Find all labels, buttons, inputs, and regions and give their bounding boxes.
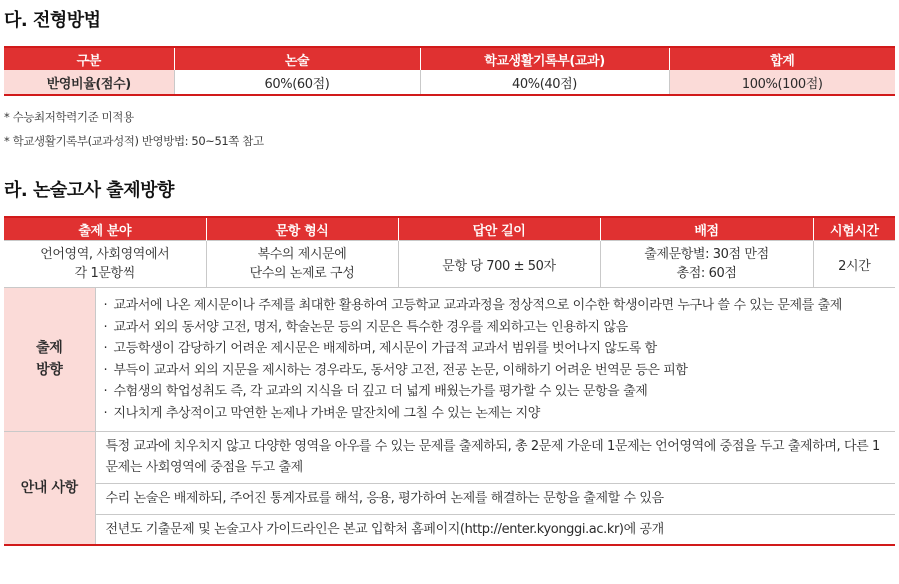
direction-label-line-1: 출제 [36, 340, 63, 357]
total-ratio: 100%(100점) [669, 70, 895, 95]
table-header-row [4, 47, 895, 70]
direction-item: · 교과서에 나온 제시문이나 주제를 최대한 활용하여 고등학교 교과과정을 정상적으로 이수한 학생이라면 누구나 쓸 수 있는 문제를 출제 [104, 295, 890, 317]
guide-item: 특정 교과에 치우치지 않고 다양한 영역을 아우를 수 있는 문제를 출제하되, 총 2문제 가운데 1문제는 언어영역에 중점을 두고 출제하며, 다른 1문제는 사회영역에 중점을 두고 출제 [95, 431, 895, 483]
field-line-2: 각 1문항씩 [74, 266, 135, 281]
score-line-2: 총점: 60점 [676, 266, 737, 281]
direction-item: · 부득이 교과서 외의 지문을 제시하는 경우라도, 동서양 고전, 전공 논문, 이해하기 어려운 번역문 등은 피함 [104, 360, 890, 382]
score-cell [600, 241, 813, 288]
header-school-record: 학교생활기록부(교과) [420, 47, 669, 70]
table-row [4, 70, 895, 95]
header-score: 배점 [600, 217, 813, 241]
ratio-label: 반영비율(점수) [4, 70, 174, 95]
direction-item: · 교과서 외의 동서양 고전, 명저, 학술논문 등의 지문은 특수한 경우를 제외하고는 인용하지 않음 [104, 317, 890, 339]
format-line-1: 복수의 제시문에 [257, 247, 347, 262]
header-total: 합계 [669, 47, 895, 70]
field-line-1: 언어영역, 사회영역에서 [40, 247, 170, 262]
header-field: 출제 분야 [4, 217, 206, 241]
field-cell [4, 241, 206, 288]
guide-item: 수리 논술은 배제하되, 주어진 통계자료를 해석, 응용, 평가하여 논제를 해결하는 문항을 출제할 수 있음 [95, 483, 895, 514]
selection-method-table [4, 46, 895, 96]
direction-content [95, 288, 895, 432]
section-title-ra: 라. 논술고사 출제방향 [4, 180, 174, 201]
guide-label: 안내 사항 [4, 431, 95, 545]
direction-label-line-2: 방향 [36, 362, 63, 379]
header-format: 문항 형식 [206, 217, 398, 241]
guide-item: 전년도 기출문제 및 논술고사 가이드라인은 본교 입학처 홈페이지(http://enter.kyonggi.ac.kr)에 공개 [95, 514, 895, 545]
score-line-1: 출제문항별: 30점 만점 [644, 247, 769, 262]
length-cell: 문항 당 700 ± 50자 [398, 241, 600, 288]
header-category: 구분 [4, 47, 174, 70]
format-line-2: 단수의 논제로 구성 [249, 266, 355, 281]
direction-item: · 고등학생이 감당하기 어려운 제시문은 배제하며, 제시문이 가급적 교과서 범위를 벗어나지 않도록 함 [104, 338, 890, 360]
note-csat: * 수능최저학력기준 미적용 [4, 110, 134, 124]
section-title-da: 다. 전형방법 [4, 10, 101, 31]
time-cell: 2시간 [813, 241, 895, 288]
note-record-method: * 학교생활기록부(교과성적) 반영방법: 50~51쪽 참고 [4, 134, 264, 148]
header-length: 답안 길이 [398, 217, 600, 241]
direction-list [96, 288, 896, 431]
header-essay: 논술 [174, 47, 420, 70]
record-ratio: 40%(40점) [420, 70, 669, 95]
format-cell [206, 241, 398, 288]
direction-label [4, 288, 95, 432]
essay-direction-table [4, 216, 895, 546]
essay-ratio: 60%(60점) [174, 70, 420, 95]
table-row [4, 241, 895, 288]
direction-item: · 지나치게 추상적이고 막연한 논제나 가벼운 말잔치에 그칠 수 있는 논제는 지양 [104, 403, 890, 425]
guide-row [4, 514, 895, 545]
guide-row [4, 483, 895, 514]
table-header-row [4, 217, 895, 241]
guide-row [4, 431, 895, 483]
header-time: 시험시간 [813, 217, 895, 241]
direction-row [4, 288, 895, 432]
direction-item: · 수험생의 학업성취도 즉, 각 교과의 지식을 더 깊고 더 넓게 배웠는가를 평가할 수 있는 문항을 출제 [104, 381, 890, 403]
